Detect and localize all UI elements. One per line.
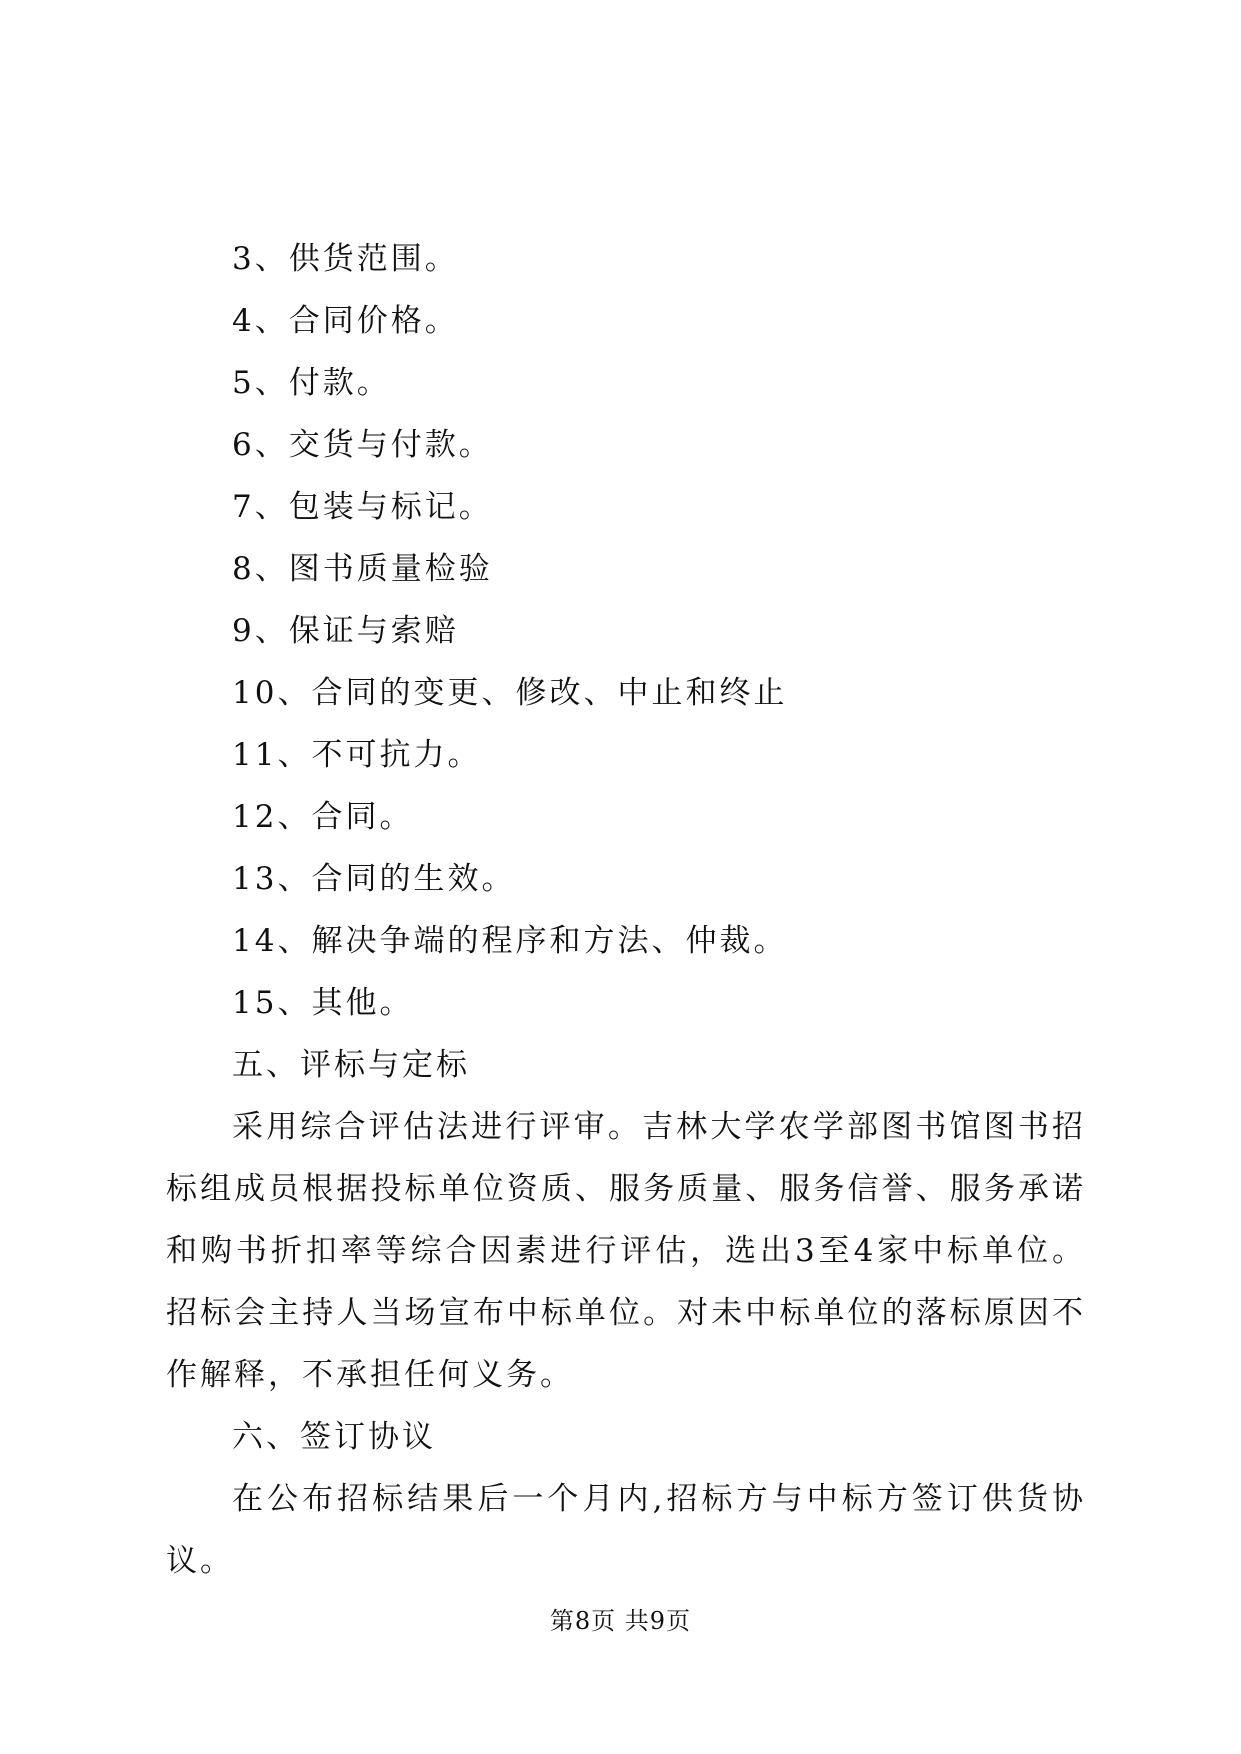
list-item: 15、其他。 — [232, 985, 414, 1021]
contract-items-list — [232, 228, 787, 1096]
list-item: 3、供货范围。 — [232, 241, 459, 277]
list-item: 4、合同价格。 — [232, 303, 459, 339]
section-body-evaluation: 采用综合评估法进行评审。吉林大学农学部图书馆图书招标组成员根据投标单位资质、服务质量、服务信誉、服务承诺和购书折扣率等综合因素进行评估，选出3至4家中标单位。招标会主持人当场宣布中标单位。对未中标单位的落标原因不作解释，不承担任何义务。 — [166, 1109, 1086, 1393]
list-item: 5、付款。 — [232, 365, 391, 401]
list-item: 14、解决争端的程序和方法、仲裁。 — [232, 923, 788, 959]
list-item: 9、保证与索赔 — [232, 613, 459, 649]
list-item: 7、包装与标记。 — [232, 489, 493, 525]
section-heading-agreement: 六、签订协议 — [232, 1419, 436, 1455]
list-item: 10、合同的变更、修改、中止和终止 — [232, 675, 788, 711]
section-heading-evaluation: 五、评标与定标 — [232, 1047, 470, 1083]
list-item: 6、交货与付款。 — [232, 427, 493, 463]
section-body-agreement: 在公布招标结果后一个月内,招标方与中标方签订供货协议。 — [166, 1481, 1086, 1579]
page-footer: 第8页 共9页 — [549, 1607, 692, 1635]
list-item: 8、图书质量检验 — [232, 551, 493, 587]
list-item: 11、不可抗力。 — [232, 737, 482, 773]
list-item: 13、合同的生效。 — [232, 861, 516, 897]
list-item: 12、合同。 — [232, 799, 414, 835]
